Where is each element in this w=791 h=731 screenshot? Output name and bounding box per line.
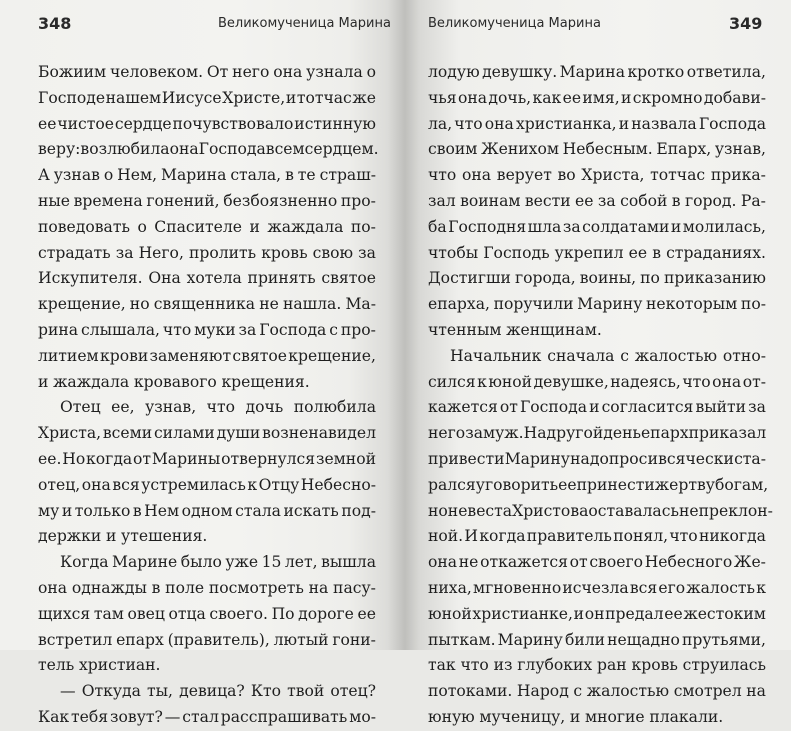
text-line: отец, она вся устремилась к Отцу Небесно-: [38, 475, 376, 494]
text-line: кажется от Господа и согласится выйти за: [428, 398, 766, 417]
text-line: А узнав о Нем, Марина стала, в те страш-: [38, 166, 376, 185]
text-line: литием крови заменяют святое крещение,: [38, 346, 376, 365]
text-line: ла, что она христианка, и назвала Господа: [428, 114, 766, 133]
page-number: 349: [729, 14, 763, 33]
text-line: поведовать о Спасителе и жаждала по-: [38, 217, 376, 236]
text-line: Искупителя. Она хотела принять святое: [38, 269, 376, 288]
text-line: юную мученицу, и многие плакали.: [428, 707, 724, 726]
text-line: Когда Марине было уже 15 лет, вышла: [60, 553, 376, 572]
text-line: сился к юной девушке, надеясь, что она от-: [428, 372, 766, 391]
text-line: епарха, поручили Марину некоторым по-: [428, 295, 766, 314]
text-line: своим Женихом Небесным. Епарх, узнав,: [428, 140, 766, 159]
text-line: она однажды в поле посмотреть на пасу-: [38, 578, 376, 597]
text-line: него замуж. На другой день епарх приказал: [428, 424, 767, 443]
text-line: Божиим человеком. От него она узнала о: [38, 63, 376, 81]
text-line: щихся там овец отца своего. По дороге ее: [38, 604, 376, 623]
text-line: чья она дочь, как ее имя, и скромно добави-: [428, 88, 766, 107]
text-line: чтобы Господь укрепил ее в страданиях.: [428, 243, 766, 262]
text-line: Отец ее, узнав, что дочь полюбила: [60, 398, 376, 417]
text-line: потоками. Народ с жалостью смотрел на: [428, 682, 766, 701]
text-line: ее. Но когда от Марины отвернулся земной: [38, 449, 376, 468]
text-line: пыткам. Марину били нещадно прутьями,: [428, 630, 766, 649]
text-line: она не откажется от своего Небесного Же-: [428, 553, 766, 572]
running-head: Великомученица Марина: [428, 16, 601, 31]
page-number: 348: [38, 14, 72, 33]
text-line: рался уговорить ее принести жертву богам,: [428, 475, 769, 494]
text-line: встретил епарх (правитель), лютый гони-: [38, 630, 376, 649]
text-line: веру: возлюбила она Господа всем сердцем.: [38, 140, 379, 159]
text-line: ее чистое сердце почувствовало истинную: [38, 114, 376, 133]
text-line: ной. И когда правитель понял, что никогда: [428, 527, 766, 546]
page-body: [428, 60, 773, 731]
text-line: Начальник сначала с жалостью отно-: [450, 346, 766, 365]
running-head: Великомученица Марина: [218, 16, 391, 31]
text-line: лодую девушку. Марина кротко ответила,: [428, 63, 766, 81]
text-line: ные времена гонений, безбоязненно про-: [38, 191, 376, 210]
text-line: но невеста Христова оставалась непреклон-: [428, 501, 773, 520]
text-line: ниха, мгновенно исчезла вся его жалость к: [428, 578, 766, 597]
text-line: чтенным женщинам.: [428, 320, 602, 339]
text-line: рина слышала, что муки за Господа с про-: [38, 320, 376, 339]
text-line: держки и утешения.: [38, 527, 208, 546]
text-line: так что из глубоких ран кровь струилась: [428, 656, 766, 675]
text-line: и жаждала кровавого крещения.: [38, 372, 310, 391]
text-line: Достигши города, воины, по приказанию: [428, 269, 766, 288]
text-line: му и только в Нем одном стала искать под-: [38, 501, 376, 520]
text-line: Господе нашем Иисусе Христе, и тотчас же: [38, 88, 376, 107]
text-line: крещение, но священника не нашла. Ма-: [38, 295, 376, 314]
text-line: что она верует во Христа, тотчас прика-: [428, 166, 766, 185]
text-line: зал воинам вести ее за собой в город. Ра-: [428, 191, 766, 210]
text-line: ба Господня шла за солдатами и молилась,: [428, 217, 766, 236]
text-line: — Откуда ты, девица? Кто твой отец?: [60, 682, 376, 701]
text-line: привести Марину на допрос и всячески ста-: [428, 449, 766, 468]
text-line: тель христиан.: [38, 656, 161, 675]
text-line: Как тебя зовут? — стал расспрашивать мо-: [38, 707, 376, 726]
page-body: [38, 60, 379, 731]
text-line: юной христианке, и он предал ее жестоким: [428, 604, 766, 623]
right-page: [404, 0, 791, 726]
text-line: Христа, всеми силами души возненавидел: [38, 424, 376, 443]
text-line: страдать за Него, пролить кровь свою за: [38, 243, 376, 262]
